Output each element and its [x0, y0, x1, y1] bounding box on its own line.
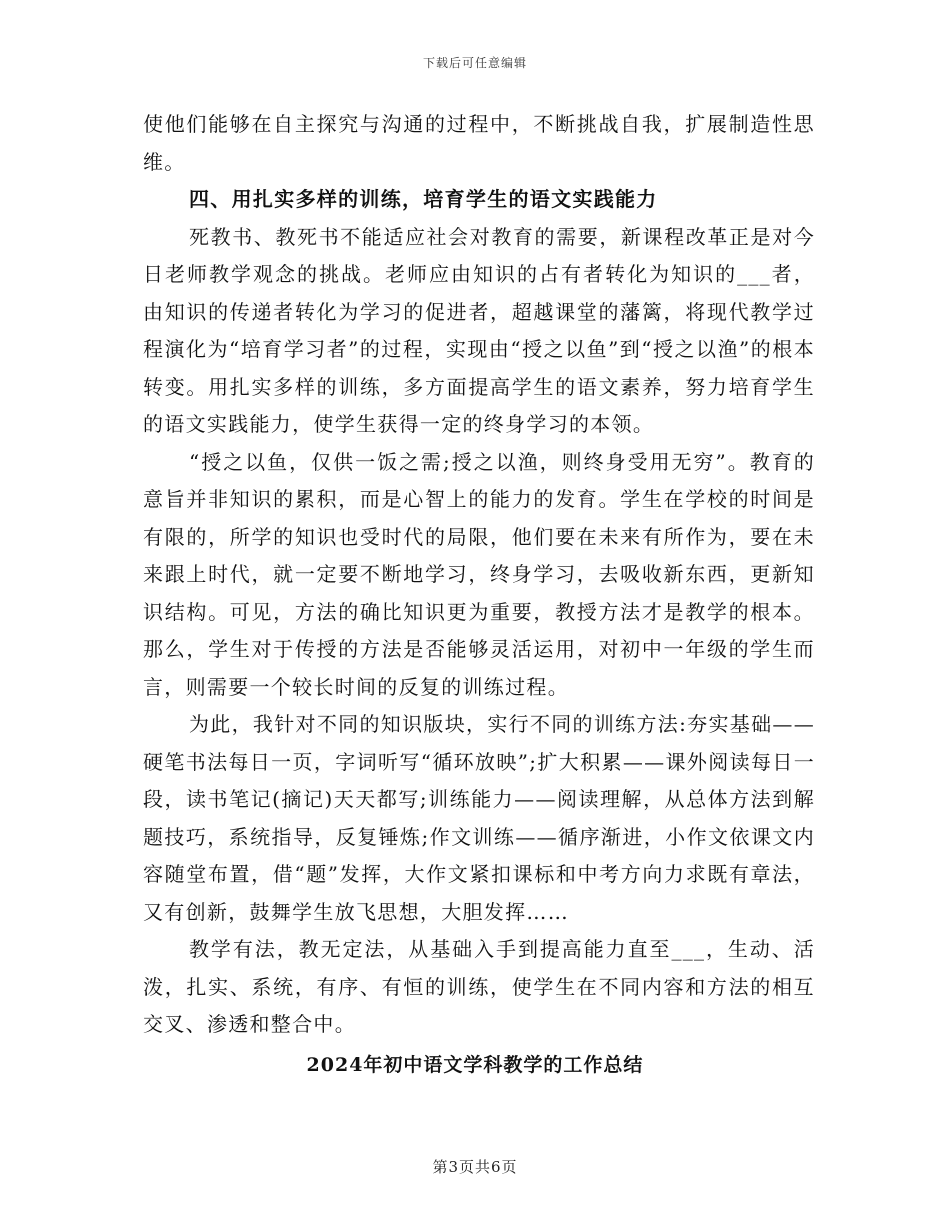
page-number: 第3页共6页 — [432, 1158, 518, 1176]
paragraph: “授之以鱼，仅供一饭之需;授之以渔，则终身受用无穷”。教育的意旨并非知识的累积，而是心智上的能力的发育。学生在学校的时间是有限的，所学的知识也受时代的局限，他们要在未来有所作为，要在未来跟上时代，就一定要不断地学习，终身学习，去吸收新东西，更新知识结构。可见，方法的确比知识更为重要，教授方法才是教学的根本。那么，学生对于传授的方法是否能够灵活运用，对初中一年级的学生而言，则需要一个较长时间的反复的训练过程。 — [143, 449, 815, 699]
page-header-note: 下载后可任意编辑 — [422, 56, 527, 70]
document-body — [143, 106, 815, 1044]
paragraph: 为此，我针对不同的知识版块，实行不同的训练方法:夯实基础——硬笔书法每日一页，字词听写“循环放映”;扩大积累——课外阅读每日一段，读书笔记(摘记)天天都写;训练能力——阅读理解，从总体方法到解题技巧，系统指导，反复锤炼;作文训练——循序渐进，小作文依课文内容随堂布置，借“题”发挥，大作文紧扣课标和中考方向力求既有章法，又有创新，鼓舞学生放飞思想，大胆发挥…… — [143, 712, 815, 924]
paragraph-continuation: 使他们能够在自主探究与沟通的过程中，不断挑战自我，扩展制造性思维。 — [143, 112, 815, 174]
paragraph: 教学有法，教无定法，从基础入手到提高能力直至___，生动、活泼，扎实、系统，有序、有恒的训练，使学生在不同内容和方法的相互交叉、渗透和整合中。 — [143, 937, 815, 1036]
paragraph: 死教书、教死书不能适应社会对教育的需要，新课程改革正是对今日老师教学观念的挑战。老师应由知识的占有者转化为知识的___者，由知识的传递者转化为学习的促进者，超越课堂的藩篱，将现代教学过程演化为“培育学习者”的过程，实现由“授之以鱼”到“授之以渔”的根本转变。用扎实多样的训练，多方面提高学生的语文素养，努力培育学生的语文实践能力，使学生获得一定的终身学习的本领。 — [143, 224, 815, 436]
section-heading: 四、用扎实多样的训练，培育学生的语文实践能力 — [189, 187, 658, 211]
document-title: 2024年初中语文学科教学的工作总结 — [306, 1054, 644, 1076]
